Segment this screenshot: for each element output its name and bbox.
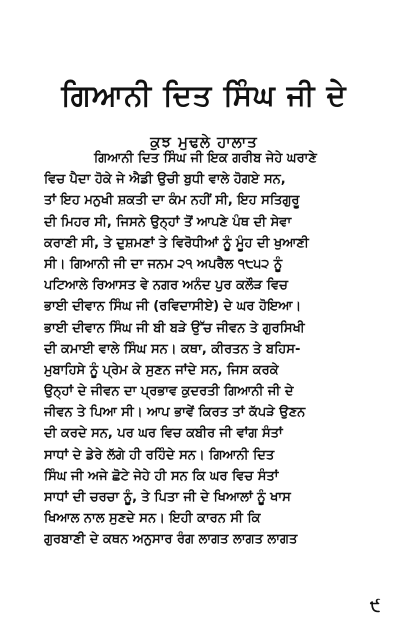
text-line: ਸਾਧਾਂ ਦੀ ਚਰਚਾ ਨੂੰ, ਤੇ ਪਿਤਾ ਜੀ ਦੇ ਖਿਆਲਾਂ ਨੂੰ ਖਾਸ — [44, 490, 291, 505]
text-line: ਜੀਵਨ ਤੇ ਪਿਆ ਸੀ। ਆਪ ਭਾਵੇਂ ਕਿਰਤ ਤਾਂ ਕੱਪੜੇ ਉਣਨ — [44, 405, 306, 421]
body-text — [44, 148, 390, 551]
text-line: ਦੀ ਮਿਹਰ ਸੀ, ਜਿਸਨੇ ਉਨ੍ਹਾਂ ਤੋਂ ਆਪਣੇ ਪੰਥ ਦੀ ਸੇਵਾ — [44, 214, 292, 230]
text-line: ਪਟਿਆਲੇ ਰਿਆਸਤ ਵੇ ਨਗਰ ਅਨੰਦ ਪੁਰ ਕਲੌੜ ਵਿਚ — [44, 278, 288, 294]
text-line: ਮੁਬਾਹਿਸੇ ਨੂੰ ਪ੍ਰੇਮ ਕੇ ਸੁਣਨ ਜਾਂਦੇ ਸਨ, ਜਿਸ ਕਰਕੇ — [44, 362, 279, 378]
text-line: ਸੀ। ਗਿਆਨੀ ਜੀ ਦਾ ਜਨਮ ੨੧ ਅਪਰੈਲ ੧੮੫੨ ਨੂੰ — [44, 256, 283, 272]
page-number: ੯ — [370, 596, 381, 615]
section-subtitle: ਕੁਝ ਮੁਢਲੇ ਹਾਲਾਤ — [150, 133, 258, 151]
text-line: ਦੀ ਕਮਾਈ ਵਾਲੇ ਸਿੰਘ ਸਨ। ਕਥਾ, ਕੀਰਤਨ ਤੇ ਬਹਿਸ- — [44, 341, 301, 357]
text-line: ਵਿਚ ਪੈਦਾ ਹੋਕੇ ਜੇ ਐਡੀ ਉਚੀ ਬੁਧੀ ਵਾਲੇ ਹੋਗਏ ਸਨ, — [44, 172, 286, 188]
text-line: ਗਿਆਨੀ ਦਿਤ ਸਿੰਘ ਜੀ ਇਕ ਗਰੀਬ ਜੇਹੇ ਘਰਾਣੇ — [94, 151, 317, 166]
text-line: ਖਿਆਲ ਨਾਲ ਸੁਣਦੇ ਸਨ। ਇਹੀ ਕਾਰਨ ਸੀ ਕਿ — [44, 511, 261, 527]
text-line: ਸਾਧਾਂ ਦੇ ਡੇਰੇ ਲੱਗੇ ਹੀ ਰਹਿੰਦੇ ਸਨ। ਗਿਆਨੀ ਦਿਤ — [44, 447, 275, 463]
text-line: ਭਾਈ ਦੀਵਾਨ ਸਿੰਘ ਜੀ ਬੀ ਬੜੇ ਉੱਚ ਜੀਵਨ ਤੇ ਗੁਰਸਿਖੀ — [44, 320, 305, 336]
text-line: ਭਾਈ ਦੀਵਾਨ ਸਿੰਘ ਜੀ (ਰਵਿਦਾਸੀਏ) ਦੇ ਘਰ ਹੋਇਆ। — [44, 299, 302, 315]
text-line: ਗੁਰਬਾਣੀ ਦੇ ਕਥਨ ਅਨੁਸਾਰ ਰੰਗ ਲਾਗਤ ਲਾਗਤ ਲਾਗਤ — [44, 532, 298, 548]
text-line: ਉਨ੍ਹਾਂ ਦੇ ਜੀਵਨ ਦਾ ਪ੍ਰਭਾਵ ਕੁਦਰਤੀ ਗਿਆਨੀ ਜੀ ਦੇ — [44, 384, 294, 400]
page-title: ਗਿਆਨੀ ਦਿਤ ਸਿੰਘ ਜੀ ਦੇ — [61, 78, 347, 112]
text-line: ਤਾਂ ਇਹ ਮਨੁਖੀ ਸ਼ਕਤੀ ਦਾ ਕੰਮ ਨਹੀਂ ਸੀ, ਇਹ ਸਤਿਗੁਰੂ — [44, 193, 300, 209]
text-line: ਕਰਾਣੀ ਸੀ, ਤੇ ਦੁਸ਼ਮਣਾਂ ਤੇ ਵਿਰੋਧੀਆਂ ਨੂੰ ਮੂੰਹ ਦੀ ਖੁਆਣੀ — [44, 235, 309, 251]
text-line: ਦੀ ਕਰਦੇ ਸਨ, ਪਰ ਘਰ ਵਿਚ ਕਬੀਰ ਜੀ ਵਾਂਗ ਸੰਤਾਂ — [44, 426, 283, 442]
text-line: ਸਿੰਘ ਜੀ ਅਜੇ ਛੋਟੇ ਜੇਹੇ ਹੀ ਸਨ ਕਿ ਘਰ ਵਿਚ ਸੰਤਾਂ — [44, 468, 279, 484]
